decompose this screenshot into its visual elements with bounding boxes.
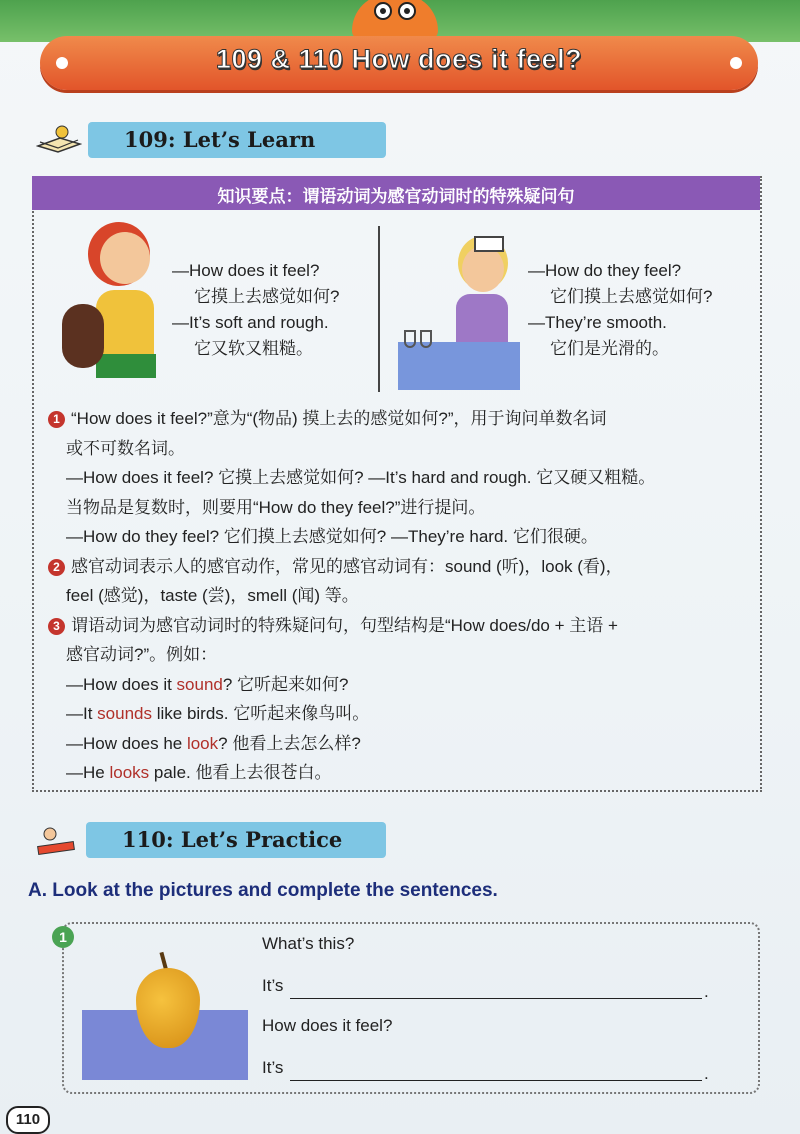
example-text: —How does he: [66, 733, 187, 753]
mascot-icon: [352, 0, 438, 40]
boy-body-illustration: [456, 294, 508, 346]
section-heading-learn: [88, 122, 386, 158]
example-text: ? 它听起来如何?: [222, 674, 349, 694]
crown-icon: [474, 236, 504, 252]
note-text: 当物品是复数时，则要用“How do they feel?”进行提问。: [66, 497, 486, 517]
glass-icon: [404, 330, 416, 348]
example-text: pale. 他看上去很苍白。: [149, 763, 332, 782]
mascot-eye-icon: [374, 2, 392, 20]
grammar-notes: [48, 404, 758, 788]
note-example: [48, 758, 758, 788]
section-heading-learn-text: 109: Let’s Learn: [124, 127, 316, 152]
section-heading-practice-text: 110: Let’s Practice: [122, 827, 343, 852]
note-3: [48, 611, 758, 641]
pencil-icon: [34, 824, 82, 858]
page-title: 109 & 110 How does it feel?: [215, 44, 583, 74]
answer-1-period: .: [704, 982, 709, 1001]
answer-blank-1[interactable]: [290, 998, 702, 999]
note-example: [48, 670, 758, 700]
dialog-divider: [378, 226, 380, 392]
mascot-eye-icon: [398, 2, 416, 20]
example-text: —How does it: [66, 674, 177, 694]
highlight-verb: sounds: [97, 704, 152, 723]
dialog-right-answer: —They’re smooth.: [528, 313, 667, 332]
note-example: [48, 699, 758, 729]
note-number-badge: 3: [48, 618, 65, 635]
dialog-right-question-cn: 它们摸上去感觉如何?: [550, 287, 713, 306]
answer-2-period: .: [704, 1064, 709, 1083]
highlight-verb: sound: [176, 674, 223, 694]
table-illustration: [398, 342, 520, 390]
exercise-question-2: How does it feel?: [262, 1016, 393, 1035]
note-number-badge: 1: [48, 411, 65, 428]
boy-illustration: [462, 246, 504, 292]
knowledge-bar-text: 知识要点：谓语动词为感官动词时的特殊疑问句: [217, 187, 575, 206]
glass-icon: [420, 330, 432, 348]
exercise-number-badge: 1: [52, 926, 74, 948]
note-example: —How does it feel? 它摸上去感觉如何? —It’s hard and rough. 它又硬又粗糙。: [66, 468, 656, 487]
dialog-left-question: —How does it feel?: [172, 261, 320, 280]
note-1: [48, 404, 758, 434]
note-text: 感官动词?”。例如：: [66, 645, 218, 664]
dialog-right-answer-cn: 它们是光滑的。: [550, 339, 669, 358]
exercise-instruction: A. Look at the pictures and complete the sentences.: [28, 880, 498, 901]
page-number: 110: [6, 1106, 50, 1134]
note-example: —How do they feel? 它们摸上去感觉如何? —They’re hard. 它们很硬。: [66, 527, 598, 546]
knowledge-bar: [32, 176, 760, 210]
note-text: 或不可数名词。: [66, 438, 185, 458]
section-heading-practice: [86, 822, 386, 858]
note-2: [48, 552, 758, 582]
highlight-verb: look: [186, 733, 219, 753]
teddy-bear-icon: [62, 304, 104, 368]
dialog-left-answer-cn: 它又软又粗糙。: [194, 339, 313, 358]
note-example: [48, 729, 758, 759]
example-text: ? 他看上去怎么样?: [218, 733, 361, 753]
girl-illustration: [100, 232, 150, 284]
note-text: 谓语动词为感官动词时的特殊疑问句，句型结构是“How does/do + 主语 +: [71, 615, 618, 635]
dialog-left-question-cn: 它摸上去感觉如何?: [194, 287, 340, 306]
exercise-answer-2-prefix: It’s: [262, 1058, 284, 1077]
note-number-badge: 2: [48, 559, 65, 576]
book-icon: [36, 124, 82, 154]
exercise-answer-1-prefix: It’s: [262, 976, 284, 995]
example-text: —It: [66, 704, 98, 723]
girl-skirt-illustration: [96, 354, 156, 378]
dialog-right: [528, 258, 712, 362]
highlight-verb: looks: [109, 763, 150, 782]
exercise-question-1: What’s this?: [262, 934, 355, 953]
note-text: “How does it feel?”意为“(物品) 摸上去的感觉如何?”，用于询问单数名词: [71, 409, 607, 428]
girl-body-illustration: [96, 290, 154, 360]
dialog-left-answer: —It’s soft and rough.: [172, 313, 329, 332]
title-banner: [40, 36, 758, 90]
dialog-left: [172, 258, 339, 362]
dialog-right-question: —How do they feel?: [528, 261, 682, 280]
note-text: feel (感觉)，taste (尝)，smell (闻) 等。: [66, 586, 359, 605]
note-text: 感官动词表示人的感官动作，常见的感官动词有：sound (听)，look (看)，: [71, 556, 623, 576]
answer-blank-2[interactable]: [290, 1080, 702, 1081]
example-text: —He: [66, 763, 110, 782]
example-text: like birds. 它听起来像鸟叫。: [152, 704, 370, 723]
